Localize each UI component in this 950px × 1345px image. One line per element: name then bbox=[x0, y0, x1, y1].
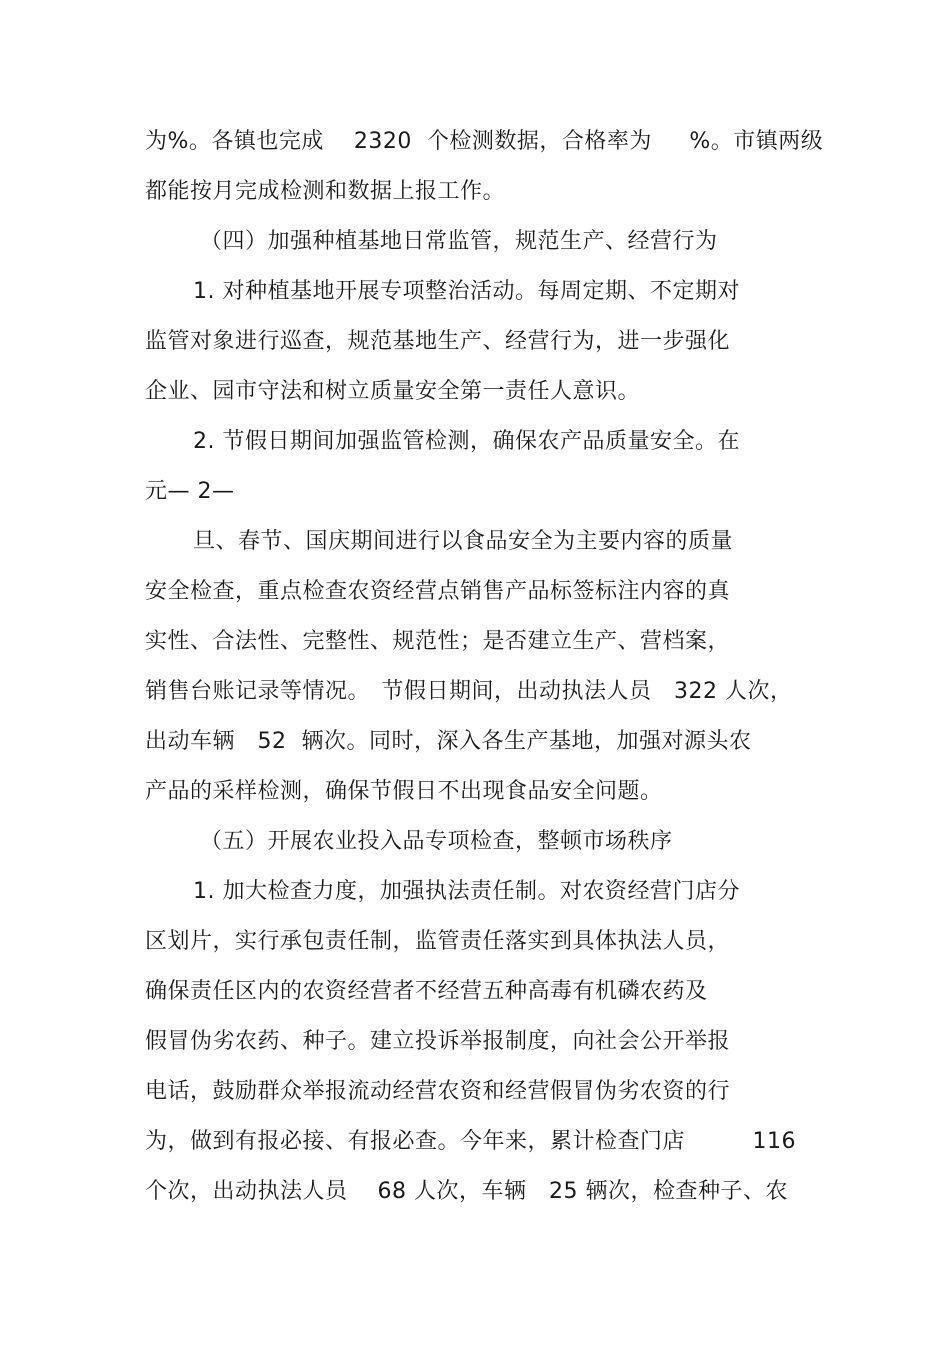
body-line: 为，做到有报必接、有报必查。今年来，累计检查门店 116 bbox=[145, 1129, 796, 1154]
section-heading: （四）加强种植基地日常监管，规范生产、经营行为 bbox=[200, 229, 718, 254]
page-marker: 元— 2— bbox=[145, 479, 235, 504]
body-line: 销售台账记录等情况。 节假日期间，出动执法人员 322 人次， bbox=[145, 679, 793, 704]
body-line: 电话，鼓励群众举报流动经营农资和经营假冒伪劣农资的行 bbox=[145, 1079, 731, 1104]
body-line: 个次，出动执法人员 68 人次，车辆 25 辆次，检查种子、农 bbox=[145, 1179, 788, 1204]
section-heading: （五）开展农业投入品专项检查，整顿市场秩序 bbox=[200, 829, 673, 854]
body-line: 旦、春节、国庆期间进行以食品安全为主要内容的质量 bbox=[193, 529, 734, 554]
body-line: 2. 节假日期间加强监管检测，确保农产品质量安全。在 bbox=[193, 429, 740, 454]
body-line: 监管对象进行巡查，规范基地生产、经营行为，进一步强化 bbox=[145, 329, 731, 354]
body-line: 实性、合法性、完整性、规范性；是否建立生产、营档案， bbox=[145, 629, 731, 654]
body-line: 企业、园市守法和树立质量安全第一责任人意识。 bbox=[145, 379, 641, 404]
body-line: 出动车辆 52 辆次。同时，深入各生产基地，加强对源头农 bbox=[145, 729, 752, 754]
body-line: 都能按月完成检测和数据上报工作。 bbox=[145, 179, 506, 204]
body-line: 区划片，实行承包责任制，监管责任落实到具体执法人员， bbox=[145, 929, 731, 954]
body-line: 确保责任区内的农资经营者不经营五种高毒有机磷农药及 bbox=[145, 979, 708, 1004]
body-line: 假冒伪劣农药、种子。建立投诉举报制度，向社会公开举报 bbox=[145, 1029, 731, 1054]
body-line: 为%。各镇也完成 2320 个检测数据，合格率为 %。市镇两级 bbox=[145, 129, 824, 154]
body-line: 1. 对种植基地开展专项整治活动。每周定期、不定期对 bbox=[193, 279, 740, 304]
body-line: 1. 加大检查力度，加强执法责任制。对农资经营门店分 bbox=[193, 879, 740, 904]
body-line: 安全检查，重点检查农资经营点销售产品标签标注内容的真 bbox=[145, 579, 731, 604]
body-line: 产品的采样检测，确保节假日不出现食品安全问题。 bbox=[145, 779, 663, 804]
